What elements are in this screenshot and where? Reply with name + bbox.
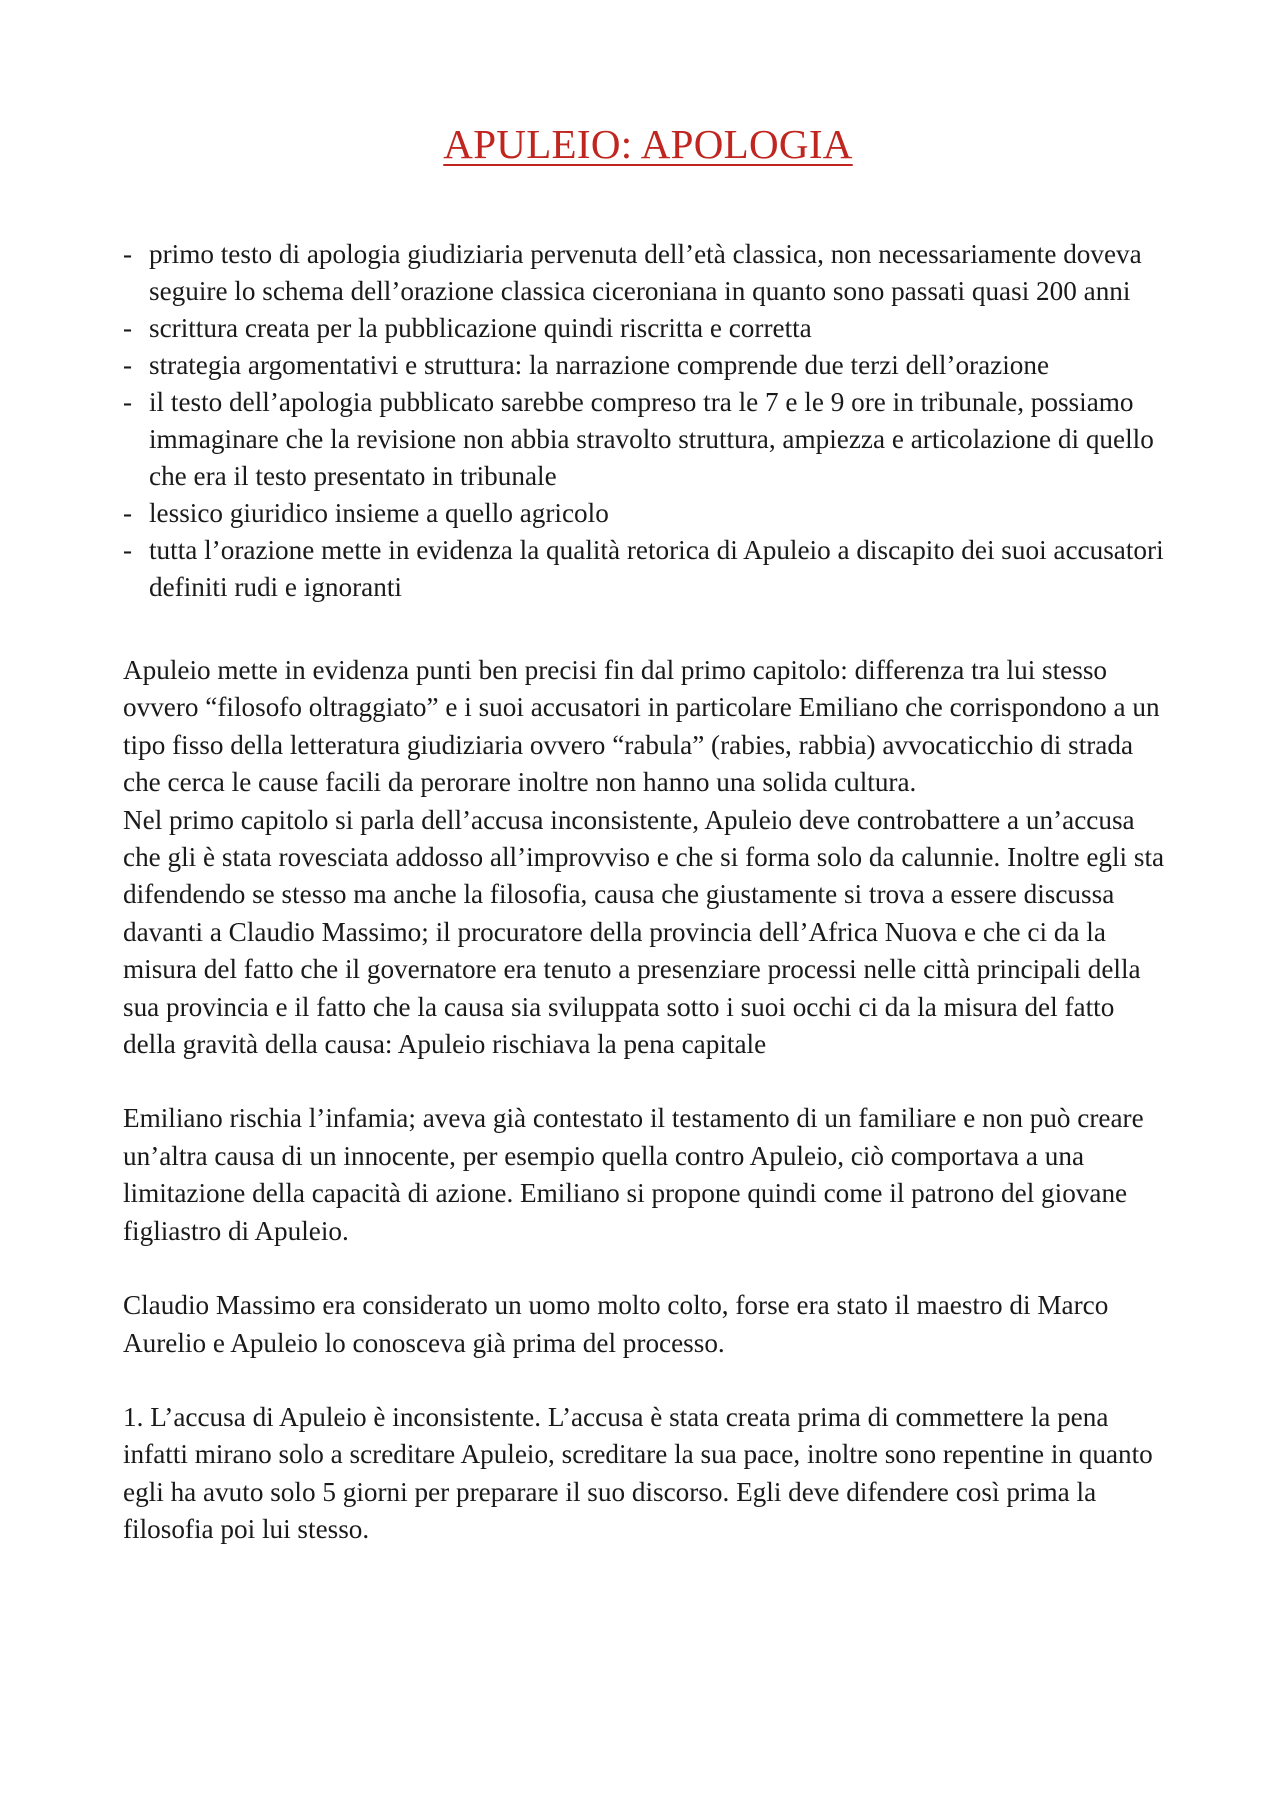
bullet-item (123, 384, 1173, 495)
dash-marker: - (123, 350, 133, 380)
paragraph-claudio-massimo: Claudio Massimo era considerato un uomo molto colto, forse era stato il maestro di Marco Aurelio e Apuleio lo conosceva già prima del processo. (123, 1290, 1109, 1358)
paragraph-rabula: Apuleio mette in evidenza punti ben precisi fin dal primo capitolo: differenza tra lui stesso ovvero “filosofo oltraggiato” e i suoi accusatori in particolare Emiliano che corrispondono a un tipo fisso della letteratura giudiziaria ovvero “rabula” (rabies, rabbia) avvocaticchio di strada che cerca le cause facili da perorare inoltre non hanno una solida cultura. (123, 655, 1160, 798)
bullet-item (123, 347, 1173, 384)
bullet-text: strategia argomentativi e struttura: la narrazione comprende due terzi dell’orazione (149, 350, 1050, 380)
bullet-text: scrittura creata per la pubblicazione quindi riscritta e corretta (149, 313, 812, 343)
bullet-item (123, 495, 1173, 532)
dash-marker: - (123, 387, 133, 417)
page-title: APULEIO: APOLOGIA (443, 121, 853, 167)
bullet-text: tutta l’orazione mette in evidenza la qualità retorica di Apuleio a discapito dei suoi accusatori definiti rudi e ignoranti (149, 535, 1164, 602)
bullet-item (123, 236, 1173, 310)
dash-marker: - (123, 313, 133, 343)
dash-marker: - (123, 239, 133, 269)
paragraph-point-one: 1. L’accusa di Apuleio è inconsistente. L’accusa è stata creata prima di commettere la pena infatti mirano solo a screditare Apuleio, screditare la sua pace, inoltre sono repentine in quanto egli ha avuto solo 5 giorni per preparare il suo discorso. Egli deve difendere così prima la filosofia poi lui stesso. (123, 1401, 1153, 1545)
bullet-text: primo testo di apologia giudiziaria pervenuta dell’età classica, non necessariamente doveva seguire lo schema dell’orazione classica ciceroniana in quanto sono passati quasi 200 anni (149, 239, 1142, 306)
paragraph-emiliano: Emiliano rischia l’infamia; aveva già contestato il testamento di un familiare e non può creare un’altra causa di un innocente, per esempio quella contro Apuleio, ciò comportava a una limitazione della capacità di azione. Emiliano si propone quindi come il patrono del giovane figliastro di Apuleio. (123, 1103, 1144, 1246)
dash-marker: - (123, 498, 133, 528)
paragraph-first-chapter: Nel primo capitolo si parla dell’accusa inconsistente, Apuleio deve controbattere a un’accusa che gli è stata rovesciata addosso all’improvviso e che si forma solo da calunnie. Inoltre egli sta difendendo se stesso ma anche la filosofia, causa che giustamente si trova a essere discussa davanti a Claudio Massimo; il procuratore della provincia dell’Africa Nuova e che ci da la misura del fatto che il governatore era tenuto a presenziare processi nelle città principali della sua provincia e il fatto che la causa sia sviluppata sotto i suoi occhi ci da la misura del fatto della gravità della causa: Apuleio rischiava la pena capitale (123, 804, 1165, 1060)
bullet-list (123, 236, 1173, 606)
document-page (123, 120, 1173, 1549)
bullet-text: lessico giuridico insieme a quello agricolo (149, 498, 609, 528)
bullet-item (123, 310, 1173, 347)
bullet-item (123, 532, 1173, 606)
dash-marker: - (123, 535, 133, 565)
bullet-text: il testo dell’apologia pubblicato sarebbe compreso tra le 7 e le 9 ore in tribunale, possiamo immaginare che la revisione non abbia stravolto struttura, ampiezza e articolazione di quello che era il testo presentato in tribunale (149, 387, 1154, 491)
